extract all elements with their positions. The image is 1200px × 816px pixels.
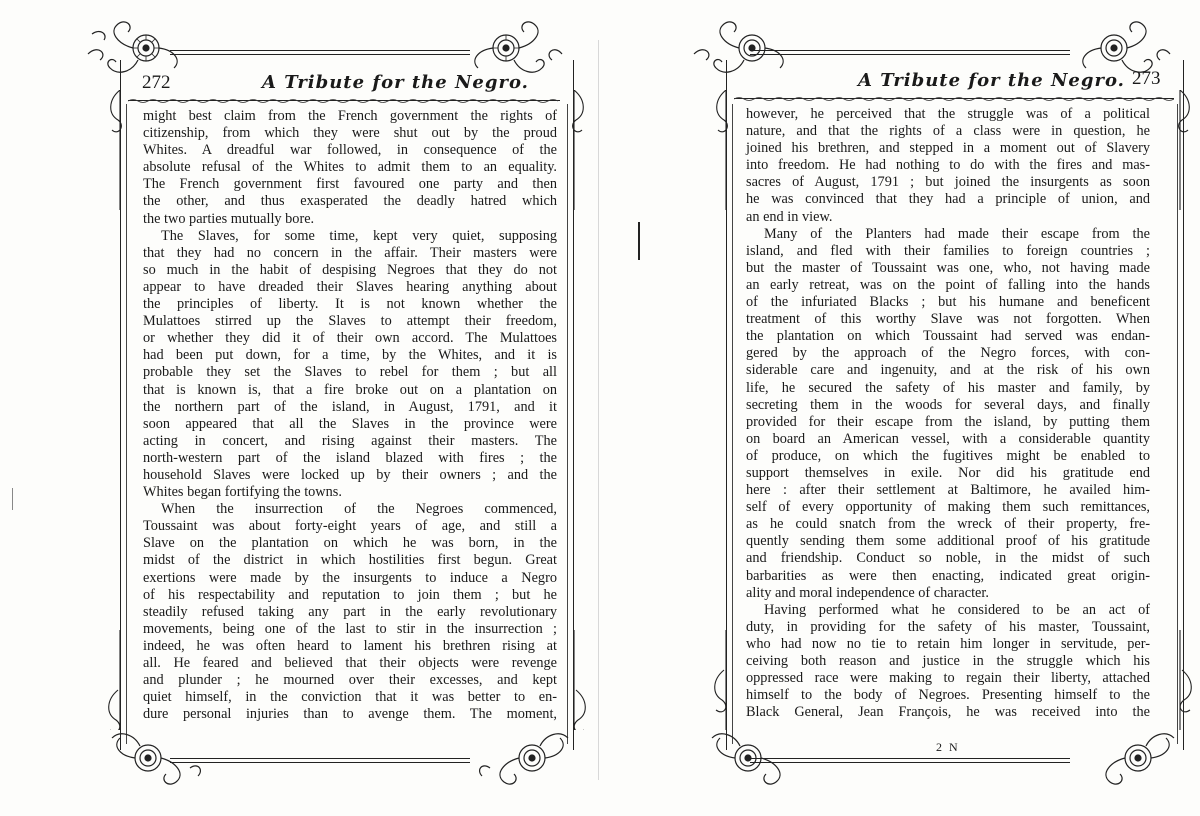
header-divider (734, 96, 1174, 102)
text-line: of the infuriated Blacks ; but his humane and beneficent (746, 294, 1150, 311)
text-line: or whether they did it of their own accord. The Mulattoes (143, 330, 557, 347)
text-line: he was convinced that they had a principle of union, and (746, 191, 1150, 208)
page-number: 273 (1132, 68, 1161, 89)
text-line: and plunder ; he mourned over their excesses, and kept (143, 672, 557, 689)
text-line: of produce, on which the fugitives might be enabled to (746, 447, 1150, 464)
left-side-ornament (98, 90, 128, 730)
text-line: support themselves in exile. Nor did his gratitude end (746, 464, 1150, 481)
text-line: Whites. A dreadful war followed, in consequence of the (143, 142, 557, 159)
page-gutter (598, 40, 599, 780)
text-line: barbarities as were then enacting, indicated great origin- (746, 567, 1150, 584)
right-top-rule (750, 50, 1070, 51)
text-line: oppressed race were making to regain their liberty, attached (746, 670, 1150, 687)
text-line: here : after their settlement at Baltimore, he availed him- (746, 482, 1150, 499)
bottom-right-corner-ornament (470, 722, 580, 792)
text-line: and friendship. Conduct so noble, in the midst of such (746, 550, 1150, 567)
text-line: provided for their escape from the island, by putting them (746, 413, 1150, 430)
left-side-ornament-right (566, 90, 596, 730)
text-line: ality and moral independence of character. (746, 584, 989, 601)
top-left-corner-ornament (684, 14, 794, 86)
text-line: the two parties mutually bore. (143, 210, 315, 227)
right-side-ornament (1172, 90, 1200, 730)
text-line: Many of the Planters had made their escape from the (764, 225, 1150, 242)
text-line: who had now no tie to retain him longer in servitude, per- (746, 635, 1150, 652)
text-line: might best claim from the French government the rights of (143, 108, 557, 124)
page-number: 272 (142, 72, 171, 93)
text-line: treatment of this worthy Slave was not forgotten. When (746, 311, 1150, 328)
paragraph (143, 501, 557, 723)
right-page-text (746, 106, 1150, 721)
text-line: so much in the habit of despising Negroes that they do not (143, 261, 557, 278)
margin-mark (12, 488, 13, 510)
text-line: north-western part of the island blazed with fires ; the (143, 449, 557, 466)
text-line: gered by the approach of the Negro forces, with con- (746, 345, 1150, 362)
text-line: Mulattoes stirred up the Slaves to attempt their freedom, (143, 313, 557, 330)
text-line: ceiving both reason and justice in the struggle which his (746, 653, 1150, 669)
text-line: soon appeared that all the Slaves in the province were (143, 415, 557, 432)
text-line: movements, being one of the last to stir in the insurrection ; (143, 620, 557, 637)
paragraph (746, 226, 1150, 602)
text-line: citizenship, from which they were shut out by the proud (143, 125, 557, 142)
text-line: quently sending them some additional proof of his gratitude (746, 533, 1150, 550)
top-left-corner-ornament (78, 14, 188, 86)
text-line: an end in view. (746, 208, 833, 225)
text-line: exertions were made by the insurgents to induce a Negro (143, 569, 557, 586)
text-line: indeed, he was often heard to lament his brethren rising at (143, 637, 557, 654)
text-line: household Slaves were locked up by their owners ; and the (143, 466, 557, 483)
text-line: probable they set the Slaves to rebel for them ; but all (143, 364, 557, 381)
running-title: A Tribute for the Negro. (858, 70, 1125, 91)
right-page (600, 0, 1200, 816)
text-line: Black General, Jean François, he was received into the (746, 704, 1150, 721)
left-page-text (143, 108, 557, 723)
text-line: of his respectability and reputation to join them ; but he (143, 586, 557, 603)
text-line: siderable care and ingenuity, and at the risk of his own (746, 362, 1150, 379)
text-line: dure personal injuries than to avenge them. The moment, (143, 706, 557, 723)
text-line: nature, and that the rights of a class were in question, he (746, 123, 1150, 140)
text-line: had been put down, for a time, by the Whites, and it is (143, 347, 557, 364)
text-line: into freedom. He had nothing to do with the fires and mas- (746, 157, 1150, 174)
text-line: an early retreat, was on the point of falling into the hands (746, 276, 1150, 293)
right-top-rule-inner (750, 54, 1070, 55)
text-line: absolute refusal of the Whites to admit them to an equality. (143, 159, 557, 176)
bottom-left-corner-ornament (700, 722, 810, 792)
text-line: himself to the body of Negroes. Presenting himself to the (746, 687, 1150, 704)
bottom-left-corner-ornament (100, 722, 210, 792)
text-line: The French government first favoured one party and then (143, 176, 557, 193)
text-line: but the master of Toussaint was one, who, not having made (746, 259, 1150, 276)
text-line: Toussaint was about forty-eight years of age, and still a (143, 518, 557, 535)
text-line: island, and fled with their families to foreign countries ; (746, 242, 1150, 259)
gutter-mark (638, 222, 640, 260)
text-line: the other, and thus exasperated the deadly hatred which (143, 193, 557, 210)
text-line: midst of the district in which hostilities first begun. Great (143, 552, 557, 569)
text-line: all. He feared and believed that their objects were revenge (143, 655, 557, 671)
text-line: appear to have dreaded their Slaves hearing anything about (143, 278, 557, 295)
paragraph (143, 108, 557, 228)
paragraph (143, 228, 557, 502)
text-line: however, he perceived that the struggle was of a political (746, 106, 1150, 122)
paragraph (746, 602, 1150, 722)
left-bottom-rule-inner (170, 762, 470, 763)
text-line: life, he secured the safety of his master and family, by (746, 379, 1150, 396)
text-line: duty, in providing for the safety of his master, Toussaint, (746, 618, 1150, 635)
text-line: the northern part of the island, in August, 1791, and it (143, 398, 557, 415)
right-side-ornament-left (704, 90, 734, 730)
text-line: on board an American vessel, with a considerable quantity (746, 430, 1150, 447)
text-line: When the insurrection of the Negroes commenced, (161, 501, 557, 518)
text-line: acting in concert, and rising against their masters. The (143, 432, 557, 449)
text-line: secreting them in the woods for several days, and finally (746, 396, 1150, 413)
text-line: joined his brethren, and stepped in a moment out of Slavery (746, 140, 1150, 157)
text-line: that is known is, that a fire broke out on a plantation on (143, 381, 557, 398)
running-title: A Tribute for the Negro. (262, 72, 529, 93)
text-line: the principles of liberty. It is not known whether the (143, 296, 557, 313)
signature-mark: 2 N (936, 740, 960, 754)
paragraph (746, 106, 1150, 226)
bottom-right-corner-ornament (1076, 722, 1186, 792)
text-line: quiet himself, in the conviction that it was better to en- (143, 689, 557, 706)
text-line: Whites began fortifying the towns. (143, 484, 342, 501)
left-bottom-rule (170, 758, 470, 759)
left-top-rule (170, 50, 470, 51)
text-line: that they had no concern in the affair. Their masters were (143, 244, 557, 261)
text-line: steadily refused taking any part in the early revolutionary (143, 603, 557, 620)
header-divider (128, 98, 558, 104)
text-line: the plantation on which Toussaint had served was endan- (746, 328, 1150, 345)
text-line: Slave on the plantation on which he was born, in the (143, 535, 557, 552)
text-line: The Slaves, for some time, kept very quiet, supposing (161, 227, 557, 244)
text-line: Having performed what he considered to be an act of (764, 601, 1150, 618)
left-top-rule-inner (170, 54, 470, 55)
text-line: sacres of August, 1791 ; but joined the insurgents as soon (746, 174, 1150, 191)
text-line: self of every opportunity of making them such remittances, (746, 499, 1150, 516)
text-line: as he could snatch from the wreck of their property, fre- (746, 516, 1150, 533)
